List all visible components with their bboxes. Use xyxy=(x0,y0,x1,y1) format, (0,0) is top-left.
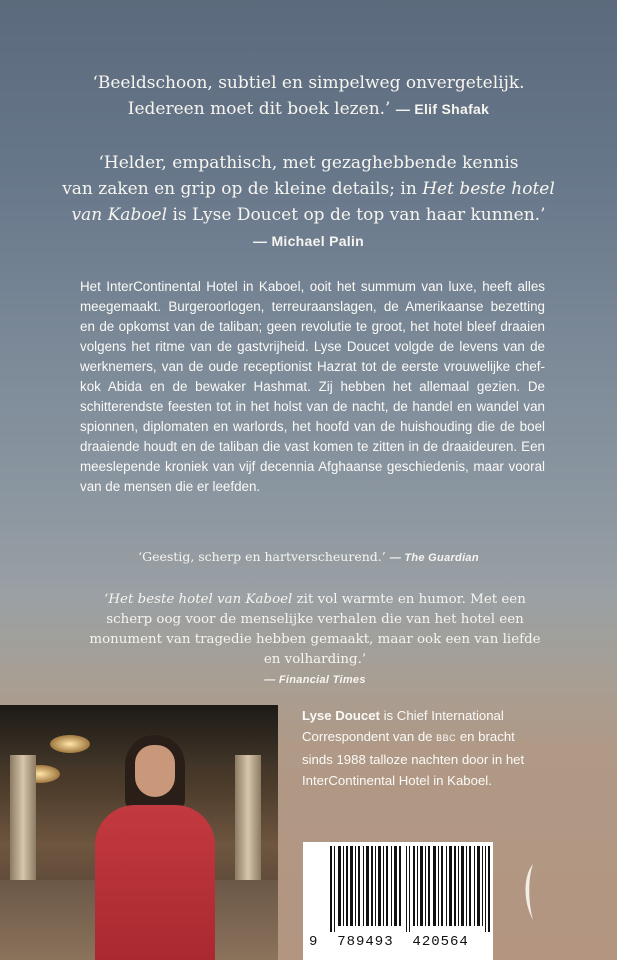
blurb-text: Het InterContinental Hotel in Kaboel, ooit het summum van luxe, heeft alles meegemaakt. Burgeroorlogen, terreuraanslagen, de Amerikaanse bezetting en de opkomst van de taliban; geen revolutie te groot, het hotel bleef draaien volgens het ritme van de gastvrijheid. Lyse Doucet volgde de levens van de werknemers, van de oude receptionist Hazrat tot de eerste vrouwelijke chef-kok Abida en de bewaker Hashmat. Zij hebben het allemaal gezien. De schitterendste feesten tot in het holst van de nacht, de handel en wandel van spionnen, diplomaten en warlords, het hoofd van de huishouding die de boel draaiende houdt en de taliban die vast komen te zitten in de draaideuren. Een meeslepende kroniek van vijf decennia Afghaanse geschiedenis, maar vooral van de mensen die er leefden. xyxy=(80,279,545,494)
chandelier xyxy=(50,735,90,753)
quote-author: — Elif Shafak xyxy=(395,101,490,117)
quote-the-guardian: ‘Geestig, scherp en hartverscheurend.’ — The Guardian xyxy=(138,549,479,564)
quote-author: — The Guardian xyxy=(389,552,479,564)
author-bio: Lyse Doucet is Chief International Correspondent van de BBC en bracht sinds 1988 talloze nachten door in het InterContinental Hotel in Kaboel. xyxy=(302,708,525,788)
red-jacket xyxy=(95,805,215,960)
author-photo xyxy=(0,705,278,960)
barcode xyxy=(303,842,493,960)
quote-line: ‘Helder, empathisch, met gezaghebbende kennis xyxy=(98,153,519,173)
quote-line: van zaken en grip op de kleine details; in Het beste hotel xyxy=(62,179,555,199)
quote-financial-times: ‘Het beste hotel van Kaboel zit vol warmte en humor. Met een scherp oog voor de menselijke verhalen die van het hotel een monument van tragedie hebben gemaakt, maar ook een van liefde en volharding.’ — Financial Times xyxy=(80,590,550,690)
author-figure xyxy=(95,735,215,960)
quote-michael-palin xyxy=(0,150,617,254)
publisher-logo-icon xyxy=(519,862,539,922)
quote-author: — Michael Palin xyxy=(252,233,365,249)
barcode-bars xyxy=(330,846,490,932)
author-name: Lyse Doucet xyxy=(302,708,380,723)
quote-line: van Kaboel is Lyse Doucet op de top van haar kunnen.’ xyxy=(71,205,546,225)
isbn-number: 9 789493 420564 xyxy=(309,934,469,950)
quote-line: Iedereen moet dit boek lezen.’ — Elif Shafak xyxy=(127,99,490,119)
quote-line: ‘Beeldschoon, subtiel en simpelweg onvergetelijk. xyxy=(92,73,525,93)
face xyxy=(135,745,175,797)
quote-elif-shafak xyxy=(0,70,617,122)
quote-author: — Financial Times xyxy=(264,674,366,686)
